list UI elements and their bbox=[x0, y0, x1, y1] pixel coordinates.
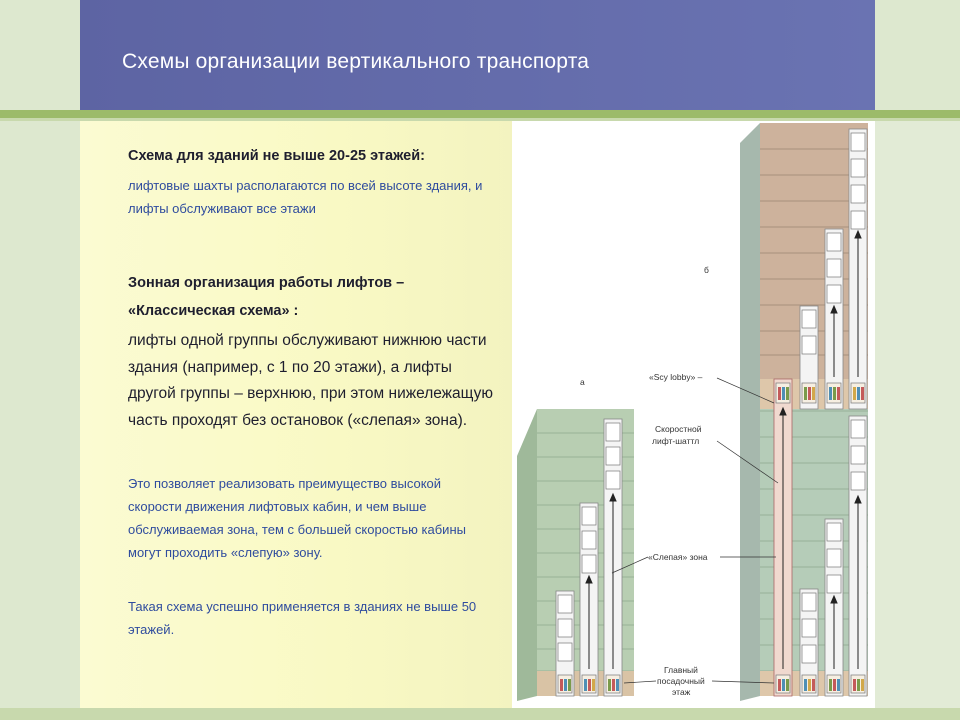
main-lobby-label-line3: этаж bbox=[672, 687, 691, 697]
section2-body: лифты одной группы обслуживают нижнюю части здания (например, с 1 по 20 этажи), а лифты другой группы – верхнюю, при этом нижележащую часть проходят без остановок («слепая» зона). bbox=[128, 332, 493, 429]
building-a-side bbox=[517, 409, 537, 701]
section2-note1: Это позволяет реализовать преимущество высокой скорости движения лифтовых кабин, и чем выше обслуживаемая зона, тем с большей скоростью кабины могут проходить «слепую» зону. bbox=[128, 476, 466, 560]
building-b bbox=[704, 123, 868, 701]
elevator-diagram-svg bbox=[512, 121, 875, 708]
label-a: а bbox=[580, 377, 585, 387]
label-b: б bbox=[704, 265, 709, 275]
shuttle-label-line1: Скоростной bbox=[655, 424, 702, 434]
building-a bbox=[517, 377, 634, 701]
building-a-lobby-cabins bbox=[558, 675, 620, 693]
header-right-block bbox=[875, 0, 960, 110]
left-side-stripe bbox=[0, 0, 80, 720]
sky-lobby-label: «Sсy lobby» – bbox=[649, 372, 703, 382]
elevator-diagram bbox=[512, 121, 875, 708]
section2-note2: Такая схема успешно применяется в зданиях не выше 50 этажей. bbox=[128, 599, 477, 637]
text-panel bbox=[80, 121, 512, 708]
main-lobby-label-line2: посадочный bbox=[657, 676, 705, 686]
accent-bar bbox=[0, 110, 960, 118]
slide-header bbox=[80, 0, 875, 110]
section2-heading: Зонная организация работы лифтов – «Классическая схема» : bbox=[128, 275, 405, 319]
slide-title: Схемы организации вертикального транспорта bbox=[122, 50, 590, 73]
building-b-side bbox=[740, 123, 760, 701]
bottom-bar bbox=[0, 708, 960, 720]
section1-heading: Схема для зданий не выше 20-25 этажей: bbox=[128, 148, 425, 164]
main-lobby-label-line1: Главный bbox=[664, 665, 698, 675]
blind-zone-label: «Слепая» зона bbox=[648, 552, 708, 562]
shuttle-label-line2: лифт-шаттл bbox=[652, 436, 700, 446]
section1-body: лифтовые шахты располагаются по всей высоте здания, и лифты обслуживают все этажи bbox=[128, 178, 483, 216]
